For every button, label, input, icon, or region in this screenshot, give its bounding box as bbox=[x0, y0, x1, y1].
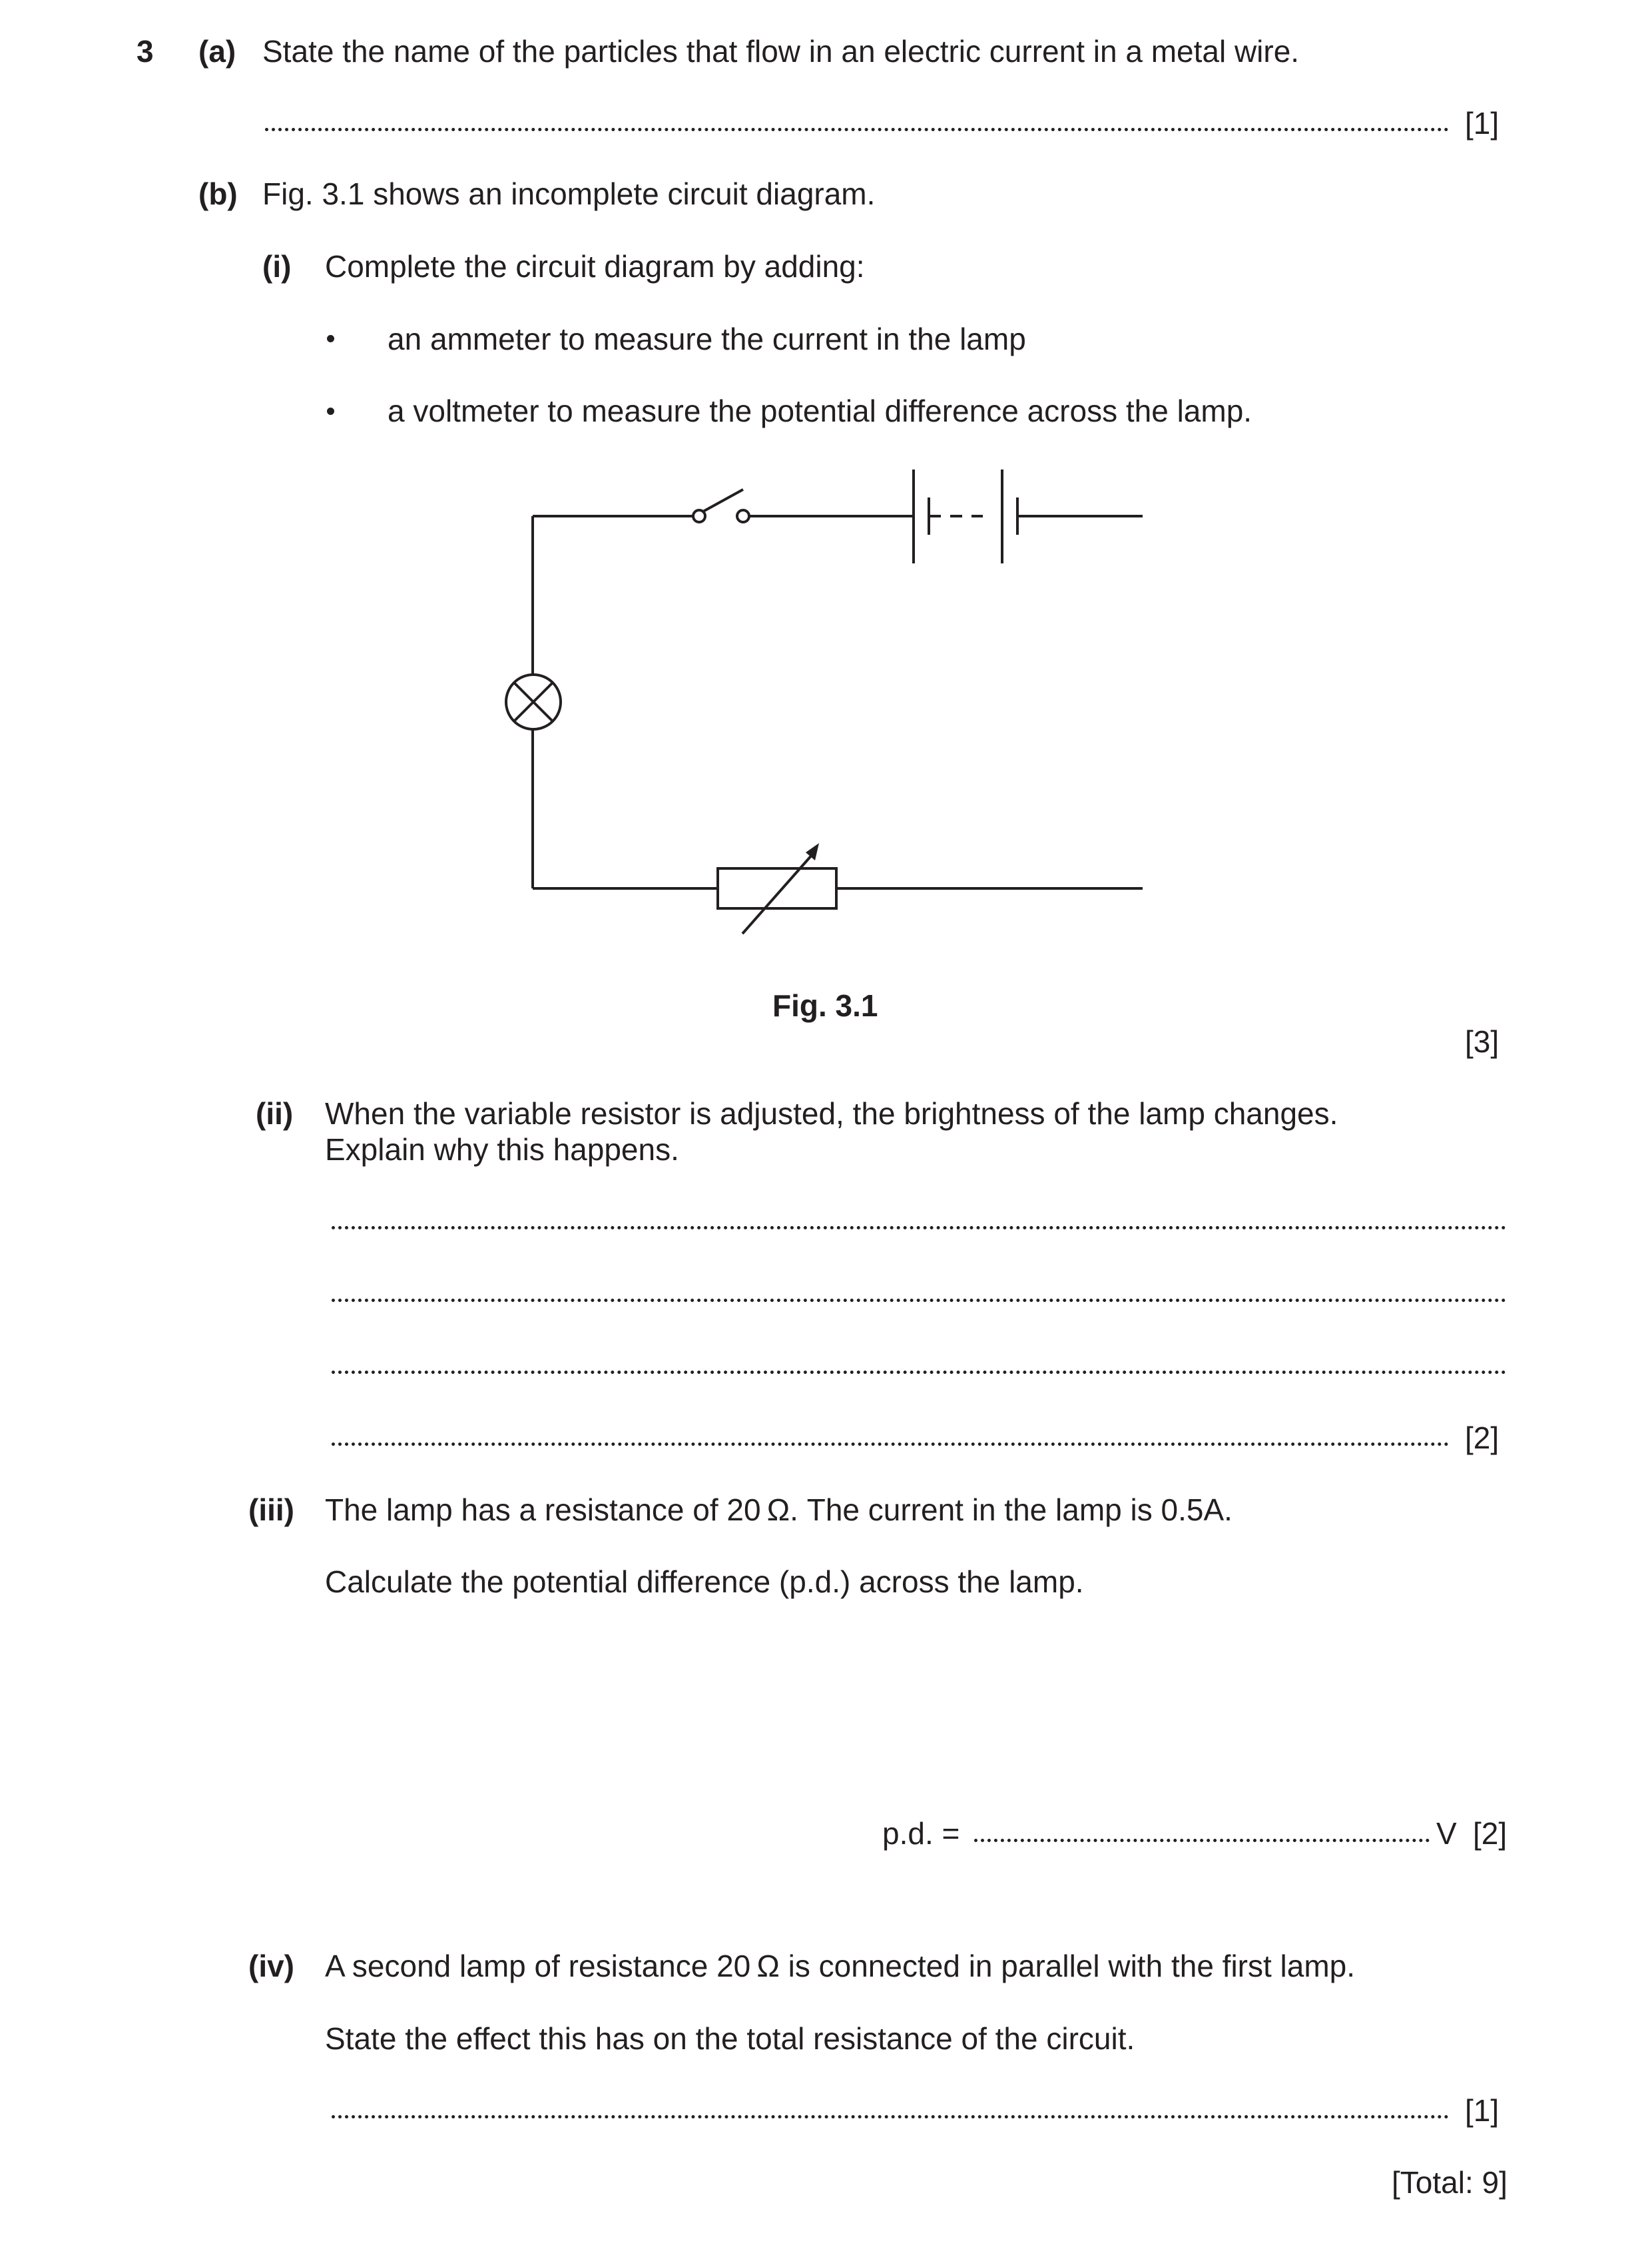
pd-answer-line[interactable] bbox=[974, 1839, 1430, 1842]
part-b-text: Fig. 3.1 shows an incomplete circuit diagram. bbox=[262, 176, 876, 211]
open-switch-symbol bbox=[693, 489, 749, 522]
part-b-ii-line1: When the variable resistor is adjusted, the brightness of the lamp changes. bbox=[325, 1096, 1338, 1131]
part-b-ii-line2: Explain why this happens. bbox=[325, 1132, 679, 1167]
part-b-ii-answer-line[interactable] bbox=[332, 1299, 1506, 1302]
battery-symbol bbox=[914, 470, 1017, 563]
part-b-iv-line1: A second lamp of resistance 20 Ω is connected in parallel with the first lamp. bbox=[325, 1949, 1356, 1983]
part-a-text: State the name of the particles that flow in an electric current in a metal wire. bbox=[262, 34, 1300, 69]
bullet-voltmeter: a voltmeter to measure the potential difference across the lamp. bbox=[388, 394, 1252, 428]
part-b-iv-mark: [1] bbox=[1465, 2093, 1500, 2128]
part-b-iv-label: (iv) bbox=[248, 1949, 294, 1983]
variable-resistor-symbol bbox=[718, 843, 836, 934]
part-b-ii-answer-line[interactable] bbox=[332, 1226, 1506, 1229]
bullet-ammeter: an ammeter to measure the current in the lamp bbox=[388, 322, 1026, 356]
figure-caption: Fig. 3.1 bbox=[772, 988, 878, 1023]
part-b-iii-line2: Calculate the potential difference (p.d.) across the lamp. bbox=[325, 1564, 1084, 1599]
part-b-iii-line1: The lamp has a resistance of 20 Ω. The current in the lamp is 0.5A. bbox=[325, 1492, 1233, 1527]
part-b-ii-answer-line[interactable] bbox=[332, 1371, 1506, 1374]
part-a-label: (a) bbox=[198, 34, 236, 69]
part-a-mark: [1] bbox=[1465, 106, 1500, 141]
pd-unit: V bbox=[1436, 1816, 1457, 1851]
lamp-symbol bbox=[506, 675, 561, 729]
part-b-i-text: Complete the circuit diagram by adding: bbox=[325, 249, 865, 284]
part-b-ii-label: (ii) bbox=[256, 1096, 294, 1131]
question-number: 3 bbox=[137, 34, 154, 69]
part-b-iv-answer-line[interactable] bbox=[332, 2115, 1449, 2118]
part-b-iv-line2: State the effect this has on the total resistance of the circuit. bbox=[325, 2021, 1135, 2056]
part-b-i-mark: [3] bbox=[1465, 1024, 1500, 1059]
part-b-i-label: (i) bbox=[262, 249, 292, 284]
part-b-iii-mark: [2] bbox=[1473, 1816, 1508, 1851]
total-mark: [Total: 9] bbox=[1392, 2165, 1508, 2200]
part-b-label: (b) bbox=[198, 176, 238, 211]
circuit-diagram[interactable] bbox=[0, 0, 1652, 966]
part-b-ii-mark: [2] bbox=[1465, 1421, 1500, 1455]
part-b-ii-answer-line[interactable] bbox=[332, 1442, 1449, 1446]
pd-answer-prefix: p.d. = bbox=[882, 1816, 960, 1851]
part-b-iii-label: (iii) bbox=[248, 1492, 294, 1527]
